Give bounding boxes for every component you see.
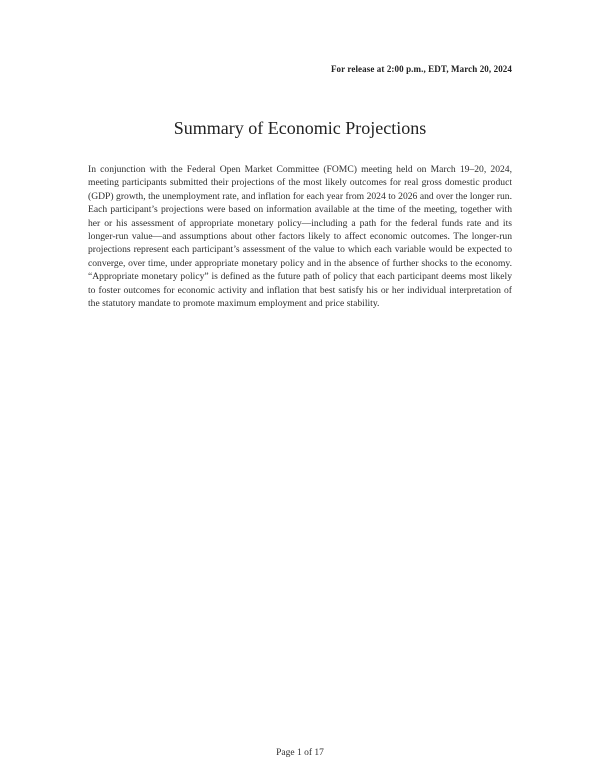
page-title: Summary of Economic Projections xyxy=(173,118,427,138)
body-paragraph: In conjunction with the Federal Open Market Committee (FOMC) meeting held on March 19–20, 2024, meeting participants submitted their projections of the most likely outcomes for real gross domestic product (GDP) growth, the unemployment rate, and inflation for each year from 2024 to 2026 and over the longer run. Each participant’s projections were based on information available at the time of the meeting, together with her or his assessment of appropriate monetary policy—including a path for the federal funds rate and its longer-run value—and assumptions about other factors likely to affect economic outcomes. The longer-run projections represent each participant’s assessment of the value to which each variable would be expected to converge, over time, under appropriate monetary policy and in the absence of further shocks to the economy. “Appropriate monetary policy” is defined as the future path of policy that each participant deems most likely to foster outcomes for economic activity and inflation that best satisfy his or her individual interpretation of the statutory mandate to promote maximum employment and price stability. xyxy=(88,164,512,310)
page-number: Page 1 of 17 xyxy=(276,748,324,758)
release-line: For release at 2:00 p.m., EDT, March 20, 2024 xyxy=(330,64,512,74)
